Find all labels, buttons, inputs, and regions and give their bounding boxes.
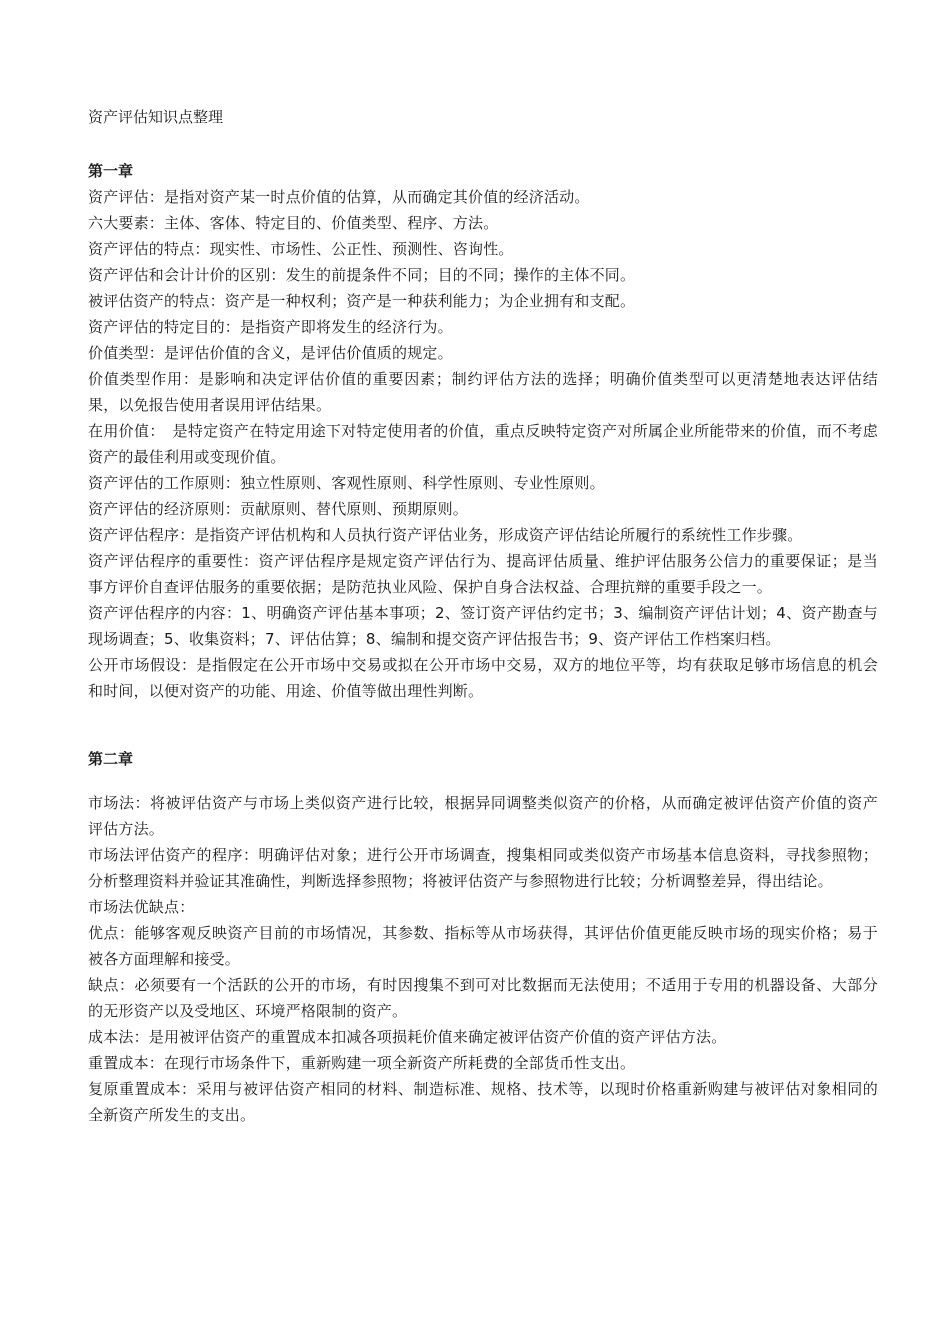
definition-paragraph: 市场法优缺点： — [88, 898, 195, 916]
definition-paragraph: 成本法：是用被评估资产的重置成本扣减各项损耗价值来确定被评估资产价值的资产评估方法。 — [88, 1028, 727, 1046]
definition-paragraph: 在用价值： 是特定资产在特定用途下对特定使用者的价值，重点反映特定资产对所属企业所能带来的价值，而不考虑资产的最佳利用或变现价值。 — [88, 422, 878, 466]
chapter-1-heading: 第一章 — [88, 162, 134, 180]
definition-paragraph: 市场法评估资产的程序：明确评估对象；进行公开市场调查，搜集相同或类似资产市场基本信息资料，寻找参照物；分析整理资料并验证其准确性，判断选择参照物；将被评估资产与参照物进行比较；分析调整差异，得出结论。 — [88, 846, 878, 890]
definition-paragraph: 资产评估的特点：现实性、市场性、公正性、预测性、咨询性。 — [88, 240, 514, 258]
chapter-2-body — [88, 790, 878, 1128]
definition-paragraph: 价值类型：是评估价值的含义，是评估价值质的规定。 — [88, 344, 453, 362]
definition-paragraph: 资产评估程序的重要性：资产评估程序是规定资产评估行为、提高评估质量、维护评估服务公信力的重要保证；是当事方评价自查评估服务的重要依据；是防范执业风险、保护自身合法权益、合理抗辩的重要手段之一。 — [88, 552, 878, 596]
definition-paragraph: 资产评估和会计计价的区别：发生的前提条件不同；目的不同；操作的主体不同。 — [88, 266, 636, 284]
definition-paragraph: 优点：能够客观反映资产目前的市场情况，其参数、指标等从市场获得，其评估价值更能反映市场的现实价格；易于被各方面理解和接受。 — [88, 924, 878, 968]
definition-paragraph: 资产评估：是指对资产某一时点价值的估算，从而确定其价值的经济活动。 — [88, 188, 590, 206]
definition-paragraph: 资产评估程序：是指资产评估机构和人员执行资产评估业务，形成资产评估结论所履行的系统性工作步骤。 — [88, 526, 803, 544]
document-title: 资产评估知识点整理 — [88, 108, 224, 126]
definition-paragraph: 资产评估的经济原则：贡献原则、替代原则、预期原则。 — [88, 500, 469, 518]
definition-paragraph: 资产评估程序的内容：1、明确资产评估基本事项；2、签订资产评估约定书；3、编制资产评估计划；4、资产勘查与现场调查；5、收集资料；7、评估估算；8、编制和提交资产评估报告书；9、资产评估工作档案归档。 — [88, 604, 878, 648]
definition-paragraph: 重置成本：在现行市场条件下，重新购建一项全新资产所耗费的全部货币性支出。 — [88, 1054, 636, 1072]
definition-paragraph: 价值类型作用：是影响和决定评估价值的重要因素；制约评估方法的选择；明确价值类型可以更清楚地表达评估结果，以免报告使用者误用评估结果。 — [88, 370, 878, 414]
definition-paragraph: 资产评估的工作原则：独立性原则、客观性原则、科学性原则、专业性原则。 — [88, 474, 605, 492]
definition-paragraph: 被评估资产的特点：资产是一种权利；资产是一种获利能力；为企业拥有和支配。 — [88, 292, 636, 310]
definition-paragraph: 六大要素：主体、客体、特定目的、价值类型、程序、方法。 — [88, 214, 499, 232]
definition-paragraph: 公开市场假设：是指假定在公开市场中交易或拟在公开市场中交易，双方的地位平等，均有获取足够市场信息的机会和时间，以便对资产的功能、用途、价值等做出理性判断。 — [88, 656, 878, 700]
definition-paragraph: 复原重置成本：采用与被评估资产相同的材料、制造标准、规格、技术等，以现时价格重新购建与被评估对象相同的全新资产所发生的支出。 — [88, 1080, 878, 1124]
chapter-1-body — [88, 184, 878, 704]
definition-paragraph: 市场法：将被评估资产与市场上类似资产进行比较，根据异同调整类似资产的价格，从而确定被评估资产价值的资产评估方法。 — [88, 794, 878, 838]
document-body — [88, 104, 878, 1128]
definition-paragraph: 缺点：必须要有一个活跃的公开的市场，有时因搜集不到可对比数据而无法使用；不适用于专用的机器设备、大部分的无形资产以及受地区、环境严格限制的资产。 — [88, 976, 878, 1020]
chapter-2-heading: 第二章 — [88, 750, 134, 768]
definition-paragraph: 资产评估的特定目的：是指资产即将发生的经济行为。 — [88, 318, 453, 336]
